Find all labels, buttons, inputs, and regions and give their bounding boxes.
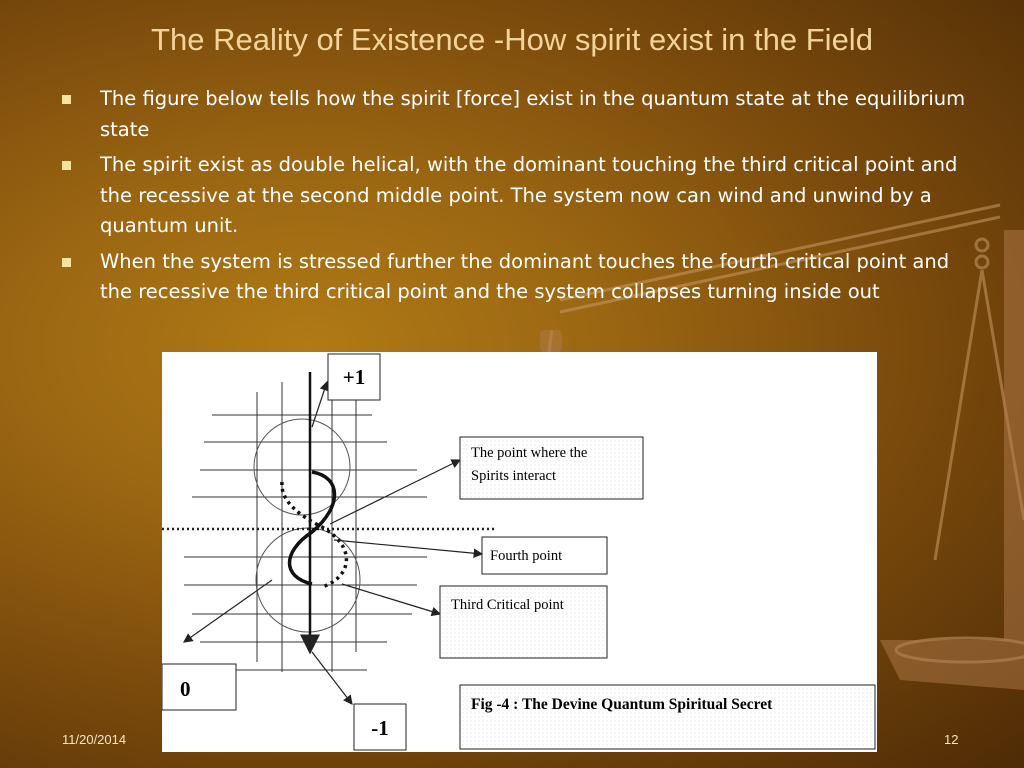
square-bullet-icon	[62, 95, 71, 104]
figure-caption: Fig -4 : The Devine Quantum Spiritual Secret	[471, 696, 773, 713]
caption-box	[460, 685, 875, 749]
minus-one-label: -1	[371, 716, 389, 740]
slide-number: 12	[944, 732, 959, 747]
bullet-item	[62, 247, 972, 308]
zero-label: 0	[180, 677, 191, 701]
bullet-list	[62, 84, 972, 313]
grid-lines	[184, 382, 427, 672]
slide-date: 11/20/2014	[62, 732, 127, 747]
bullet-text: When the system is stressed further the dominant touches the fourth critical point and the recessive the third critical point and the system collapses turning inside out	[100, 249, 950, 303]
plus-one-label: +1	[342, 365, 366, 389]
bullet-item	[62, 84, 972, 145]
square-bullet-icon	[62, 161, 71, 170]
fourth-point-label: Fourth point	[490, 548, 563, 564]
quantum-figure	[162, 352, 877, 752]
third-point-label: Third Critical point	[451, 597, 564, 613]
bullet-text: The figure below tells how the spirit [force] exist in the quantum state at the equilibrium state	[100, 87, 966, 141]
slide-title: The Reality of Existence -How spirit exist in the Field	[151, 22, 873, 57]
figure-diagram	[162, 352, 877, 752]
zero-box	[162, 664, 236, 710]
bullet-text: The spirit exist as double helical, with the dominant touching the third critical point and the recessive at the second middle point. The system now can wind and unwind by a quantum unit.	[100, 153, 958, 237]
interaction-label-line2: Spirits interact	[471, 468, 556, 484]
bullet-item	[62, 150, 972, 242]
square-bullet-icon	[62, 258, 71, 267]
interaction-label-line1: The point where the	[471, 445, 588, 461]
